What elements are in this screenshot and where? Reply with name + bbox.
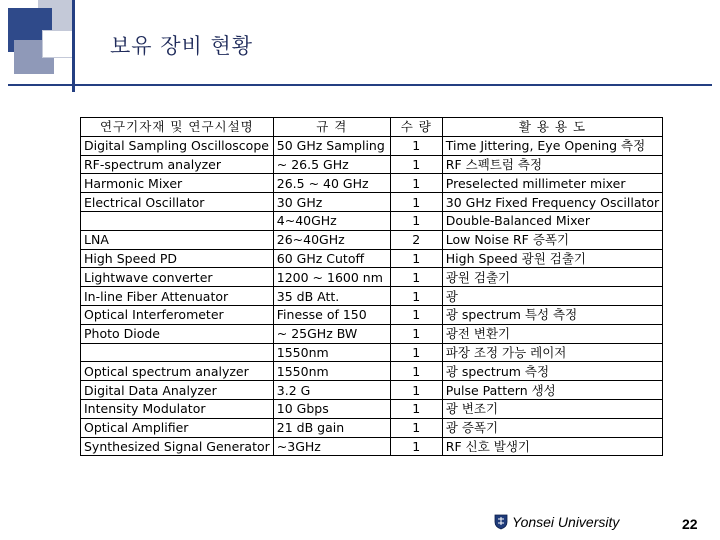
cell-equipment-name: Synthesized Signal Generator: [81, 437, 274, 456]
cell-quantity: 1: [390, 136, 442, 155]
equipment-table: [80, 117, 663, 456]
page-number: 22: [682, 516, 698, 532]
cell-quantity: 1: [390, 399, 442, 418]
table-row: [81, 193, 663, 212]
cell-equipment-name: Optical Amplifier: [81, 418, 274, 437]
cell-equipment-name: Intensity Modulator: [81, 399, 274, 418]
cell-quantity: 1: [390, 362, 442, 381]
cell-equipment-name: Harmonic Mixer: [81, 174, 274, 193]
cell-spec: 50 GHz Sampling: [273, 136, 390, 155]
table-row: [81, 155, 663, 174]
cell-spec: 3.2 G: [273, 381, 390, 400]
cell-spec: 10 Gbps: [273, 399, 390, 418]
cell-usage: 광원 검출기: [442, 268, 662, 287]
cell-quantity: 1: [390, 287, 442, 306]
cell-spec: 26.5 ~ 40 GHz: [273, 174, 390, 193]
cell-quantity: 1: [390, 155, 442, 174]
cell-quantity: 1: [390, 268, 442, 287]
accent-horizontal-line: [8, 84, 712, 86]
cell-usage: 파장 조정 가능 레이저: [442, 343, 662, 362]
table-row: [81, 362, 663, 381]
cell-equipment-name: [81, 211, 274, 230]
accent-vertical-line: [72, 0, 75, 92]
table-row: [81, 305, 663, 324]
cell-usage: Pulse Pattern 생성: [442, 381, 662, 400]
cell-equipment-name: RF-spectrum analyzer: [81, 155, 274, 174]
cell-quantity: 1: [390, 381, 442, 400]
table-row: [81, 136, 663, 155]
table-body: [81, 136, 663, 456]
university-crest-icon: [494, 514, 508, 530]
table-row: [81, 343, 663, 362]
cell-spec: ~ 25GHz BW: [273, 324, 390, 343]
cell-spec: 21 dB gain: [273, 418, 390, 437]
table-row: [81, 437, 663, 456]
cell-equipment-name: Optical Interferometer: [81, 305, 274, 324]
cell-usage: 30 GHz Fixed Frequency Oscillator: [442, 193, 662, 212]
cell-usage: 광 spectrum 특성 측정: [442, 305, 662, 324]
cell-quantity: 1: [390, 343, 442, 362]
cell-equipment-name: Digital Sampling Oscilloscope: [81, 136, 274, 155]
cell-spec: 30 GHz: [273, 193, 390, 212]
cell-equipment-name: Photo Diode: [81, 324, 274, 343]
cell-spec: 60 GHz Cutoff: [273, 249, 390, 268]
cell-equipment-name: Electrical Oscillator: [81, 193, 274, 212]
cell-usage: 광전 변환기: [442, 324, 662, 343]
table-row: [81, 230, 663, 249]
cell-quantity: 1: [390, 211, 442, 230]
cell-usage: High Speed 광원 검출기: [442, 249, 662, 268]
cell-quantity: 2: [390, 230, 442, 249]
table-row: [81, 249, 663, 268]
cell-usage: Preselected millimeter mixer: [442, 174, 662, 193]
table-row: [81, 324, 663, 343]
table-row: [81, 381, 663, 400]
cell-spec: 1550nm: [273, 343, 390, 362]
cell-quantity: 1: [390, 249, 442, 268]
cell-equipment-name: [81, 343, 274, 362]
table-row: [81, 287, 663, 306]
cell-equipment-name: Lightwave converter: [81, 268, 274, 287]
table-row: [81, 174, 663, 193]
header-quantity: 수 량: [390, 118, 442, 137]
table-row: [81, 399, 663, 418]
cell-quantity: 1: [390, 193, 442, 212]
cell-usage: Time Jittering, Eye Opening 측정: [442, 136, 662, 155]
cell-equipment-name: Digital Data Analyzer: [81, 381, 274, 400]
cell-equipment-name: In-line Fiber Attenuator: [81, 287, 274, 306]
cell-equipment-name: Optical spectrum analyzer: [81, 362, 274, 381]
cell-spec: 1200 ~ 1600 nm: [273, 268, 390, 287]
header-spec: 규 격: [273, 118, 390, 137]
cell-quantity: 1: [390, 418, 442, 437]
header-equipment-name: 연구기자재 및 연구시설명: [81, 118, 274, 137]
table-row: [81, 268, 663, 287]
decorative-square-white: [42, 30, 74, 58]
cell-equipment-name: High Speed PD: [81, 249, 274, 268]
table-header-row: [81, 118, 663, 137]
cell-quantity: 1: [390, 437, 442, 456]
cell-equipment-name: LNA: [81, 230, 274, 249]
cell-usage: Low Noise RF 증폭기: [442, 230, 662, 249]
cell-spec: 26~40GHz: [273, 230, 390, 249]
cell-spec: ~ 26.5 GHz: [273, 155, 390, 174]
cell-spec: Finesse of 150: [273, 305, 390, 324]
cell-quantity: 1: [390, 324, 442, 343]
header-usage: 활 용 용 도: [442, 118, 662, 137]
cell-spec: 35 dB Att.: [273, 287, 390, 306]
cell-spec: 1550nm: [273, 362, 390, 381]
footer-university-name: Yonsei University: [512, 514, 620, 530]
slide-title: 보유 장비 현황: [110, 34, 254, 58]
cell-spec: ~3GHz: [273, 437, 390, 456]
cell-usage: RF 스펙트럼 측정: [442, 155, 662, 174]
cell-quantity: 1: [390, 174, 442, 193]
table-row: [81, 418, 663, 437]
cell-usage: 광 spectrum 측정: [442, 362, 662, 381]
cell-usage: RF 신호 발생기: [442, 437, 662, 456]
cell-usage: 광 증폭기: [442, 418, 662, 437]
cell-usage: Double-Balanced Mixer: [442, 211, 662, 230]
table-row: [81, 211, 663, 230]
cell-usage: 광: [442, 287, 662, 306]
cell-usage: 광 변조기: [442, 399, 662, 418]
cell-quantity: 1: [390, 305, 442, 324]
cell-spec: 4~40GHz: [273, 211, 390, 230]
